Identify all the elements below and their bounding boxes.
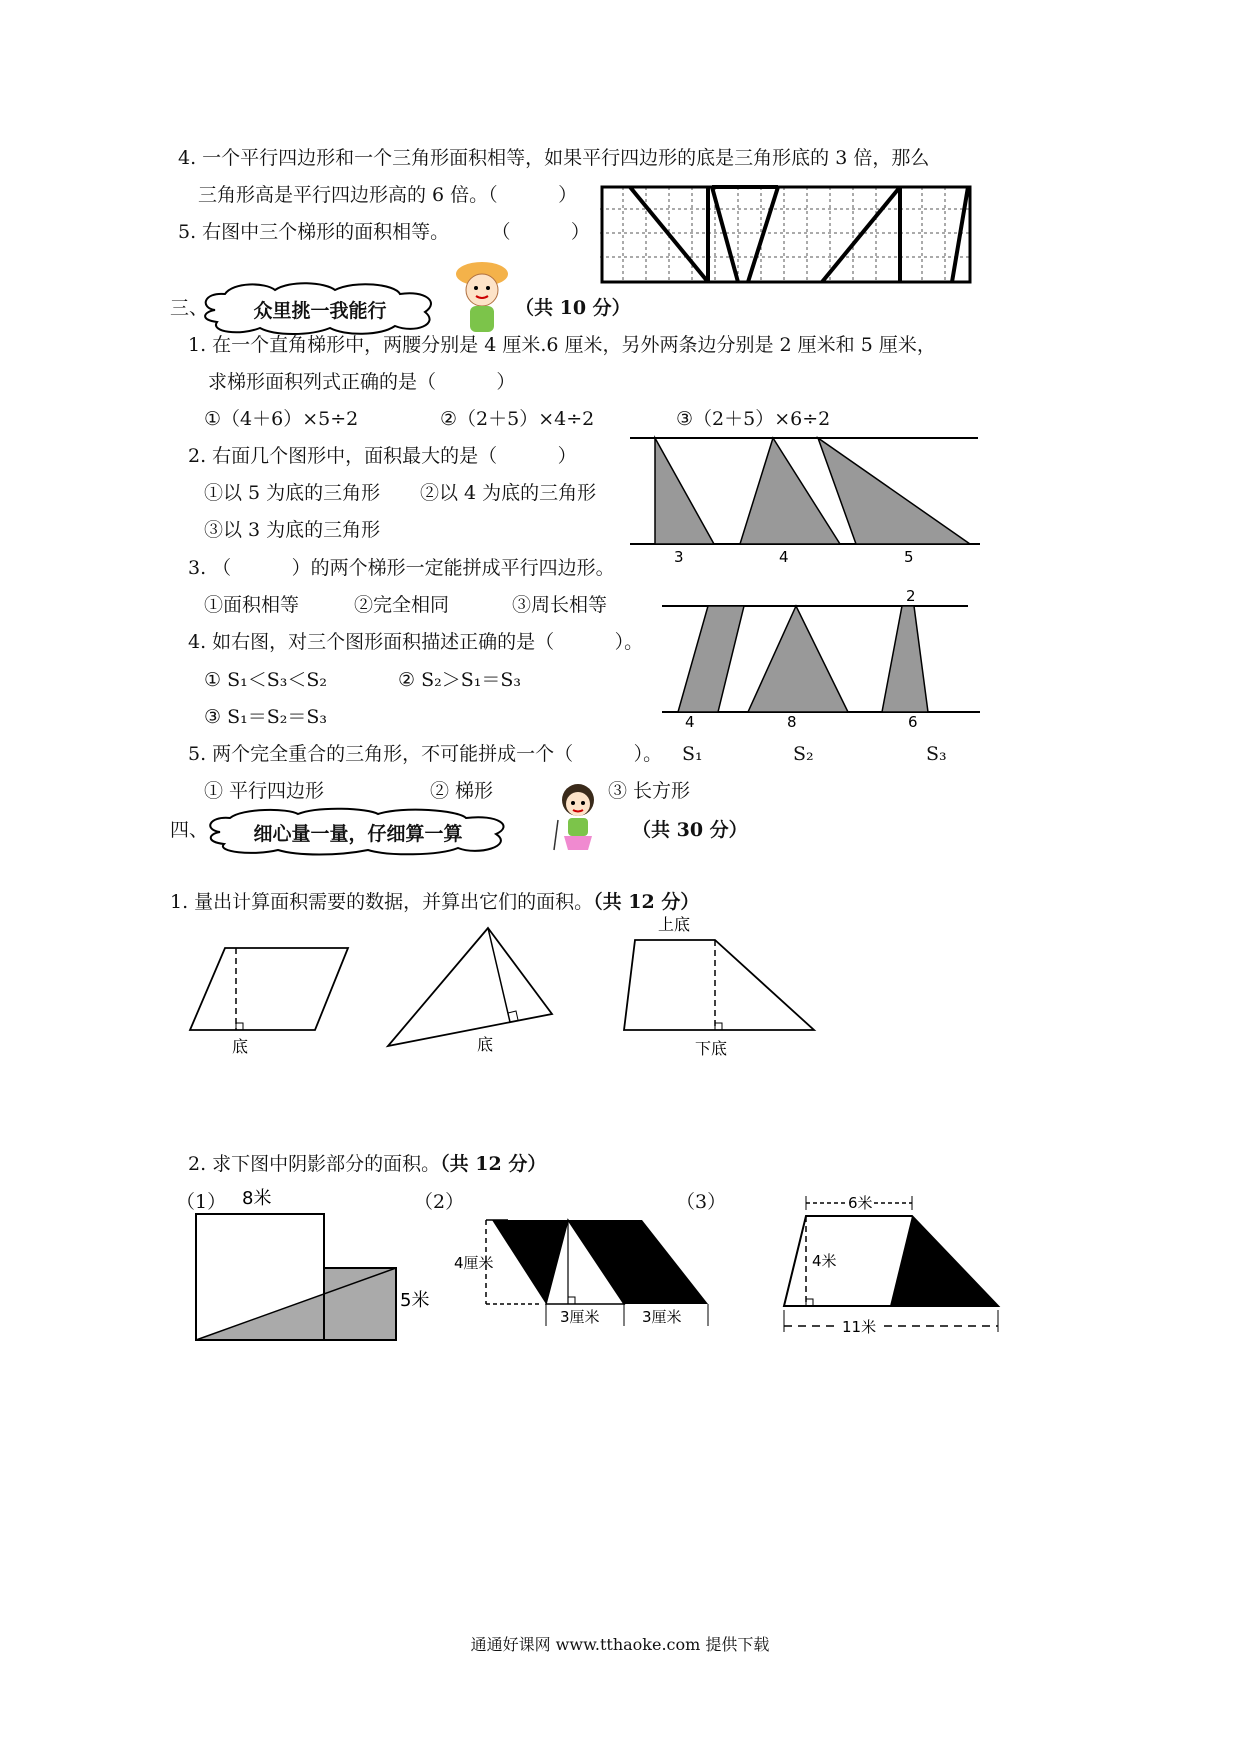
- section-3-title: 众里挑一我能行: [253, 300, 387, 322]
- label-3cm-b: 3厘米: [642, 1308, 682, 1326]
- option-3-4-a: ① S₁＜S₃＜S₂: [204, 669, 327, 691]
- option-3-1-c: ③（2＋5）×6÷2: [676, 408, 831, 430]
- s1-s2-s3-figure: [660, 586, 985, 728]
- question-4-2: 2. 求下图中阴影部分的面积。（共 12 分）: [188, 1153, 547, 1175]
- section-4-cloud-banner: [198, 806, 518, 856]
- fig-bottom-label-4: 4: [685, 713, 695, 728]
- label-5m: 5米: [400, 1290, 430, 1311]
- boy-cartoon-icon: [446, 260, 518, 336]
- section-3-number: 三、: [170, 297, 209, 319]
- label-s1: S₁: [682, 743, 703, 765]
- sub-label-3: （3）: [676, 1191, 727, 1213]
- label-8m: 8米: [242, 1188, 272, 1209]
- section-4-title: 细心量一量，仔细算一算: [253, 823, 463, 845]
- fig-top-label-2: 2: [906, 587, 916, 605]
- question-2-4-line1: 4. 一个平行四边形和一个三角形面积相等，如果平行四边形的底是三角形底的 3 倍，那么: [178, 147, 930, 169]
- label-4cm: 4厘米: [454, 1254, 494, 1272]
- question-3-1-line1: 1. 在一个直角梯形中，两腰分别是 4 厘米.6 厘米，另外两条边分别是 2 厘米和 5 厘米，: [188, 334, 936, 356]
- option-3-1-b: ②（2＋5）×4÷2: [440, 408, 595, 430]
- sub-label-1: （1）: [176, 1191, 227, 1213]
- section-4-score: （共 30 分）: [632, 819, 748, 841]
- triangles-figure: [628, 432, 980, 567]
- option-3-2-b: ②以 4 为底的三角形: [420, 482, 597, 504]
- shaded-figure-2: [452, 1208, 720, 1338]
- option-3-2-c: ③以 3 为底的三角形: [204, 519, 381, 541]
- label-base-1: 底: [232, 1037, 249, 1056]
- section-4-number: 四、: [170, 819, 209, 841]
- label-11m: 11米: [842, 1318, 877, 1336]
- fig-label-3: 3: [674, 548, 684, 566]
- page-footer: 通通好课网 www.tthaoke.com 提供下载: [470, 1635, 770, 1654]
- measure-figures: [180, 912, 830, 1062]
- option-3-5-a: ① 平行四边形: [204, 780, 325, 802]
- option-3-5-c: ③ 长方形: [608, 780, 691, 802]
- label-top-base: 上底: [658, 915, 691, 934]
- question-2-4-line2: 三角形高是平行四边形高的 6 倍。（ ）: [198, 184, 578, 206]
- sub-label-2: （2）: [414, 1191, 465, 1213]
- option-3-4-c: ③ S₁＝S₂＝S₃: [204, 706, 327, 728]
- option-3-1-a: ①（4＋6）×5÷2: [204, 408, 359, 430]
- question-3-1-line2: 求梯形面积列式正确的是（ ）: [208, 371, 516, 393]
- label-3cm-a: 3厘米: [560, 1308, 600, 1326]
- option-3-4-b: ② S₂＞S₁＝S₃: [398, 669, 521, 691]
- question-3-5: 5. 两个完全重合的三角形，不可能拼成一个（ ）。: [188, 743, 663, 765]
- girl-cartoon-icon: [548, 780, 608, 862]
- option-3-5-b: ② 梯形: [430, 780, 494, 802]
- option-3-3-b: ②完全相同: [354, 594, 450, 616]
- shaded-figure-3: [778, 1186, 1006, 1346]
- question-2-5: 5. 右图中三个梯形的面积相等。 （ ）: [178, 221, 590, 243]
- fig-bottom-label-6: 6: [908, 713, 918, 728]
- option-3-2-a: ①以 5 为底的三角形: [204, 482, 381, 504]
- label-s3: S₃: [926, 743, 947, 765]
- label-6m: 6米: [848, 1194, 873, 1212]
- option-3-3-c: ③周长相等: [512, 594, 608, 616]
- trapezoid-grid-figure: [600, 185, 975, 285]
- fig-bottom-label-8: 8: [787, 713, 797, 728]
- fig-label-5: 5: [904, 548, 914, 566]
- label-s2: S₂: [793, 743, 814, 765]
- shaded-figure-1: [190, 1180, 440, 1350]
- label-base-2: 底: [477, 1035, 494, 1054]
- question-3-3: 3. （ ）的两个梯形一定能拼成平行四边形。: [188, 557, 615, 579]
- section-3-score: （共 10 分）: [515, 297, 631, 319]
- label-bottom-base: 下底: [695, 1039, 728, 1058]
- label-4m: 4米: [812, 1252, 837, 1270]
- question-3-4: 4. 如右图，对三个图形面积描述正确的是（ ）。: [188, 631, 644, 653]
- fig-label-4: 4: [779, 548, 789, 566]
- question-3-2: 2. 右面几个图形中，面积最大的是（ ）: [188, 445, 577, 467]
- question-4-1: 1. 量出计算面积需要的数据，并算出它们的面积。（共 12 分）: [170, 891, 700, 913]
- option-3-3-a: ①面积相等: [204, 594, 300, 616]
- section-3-cloud-banner: [195, 280, 445, 336]
